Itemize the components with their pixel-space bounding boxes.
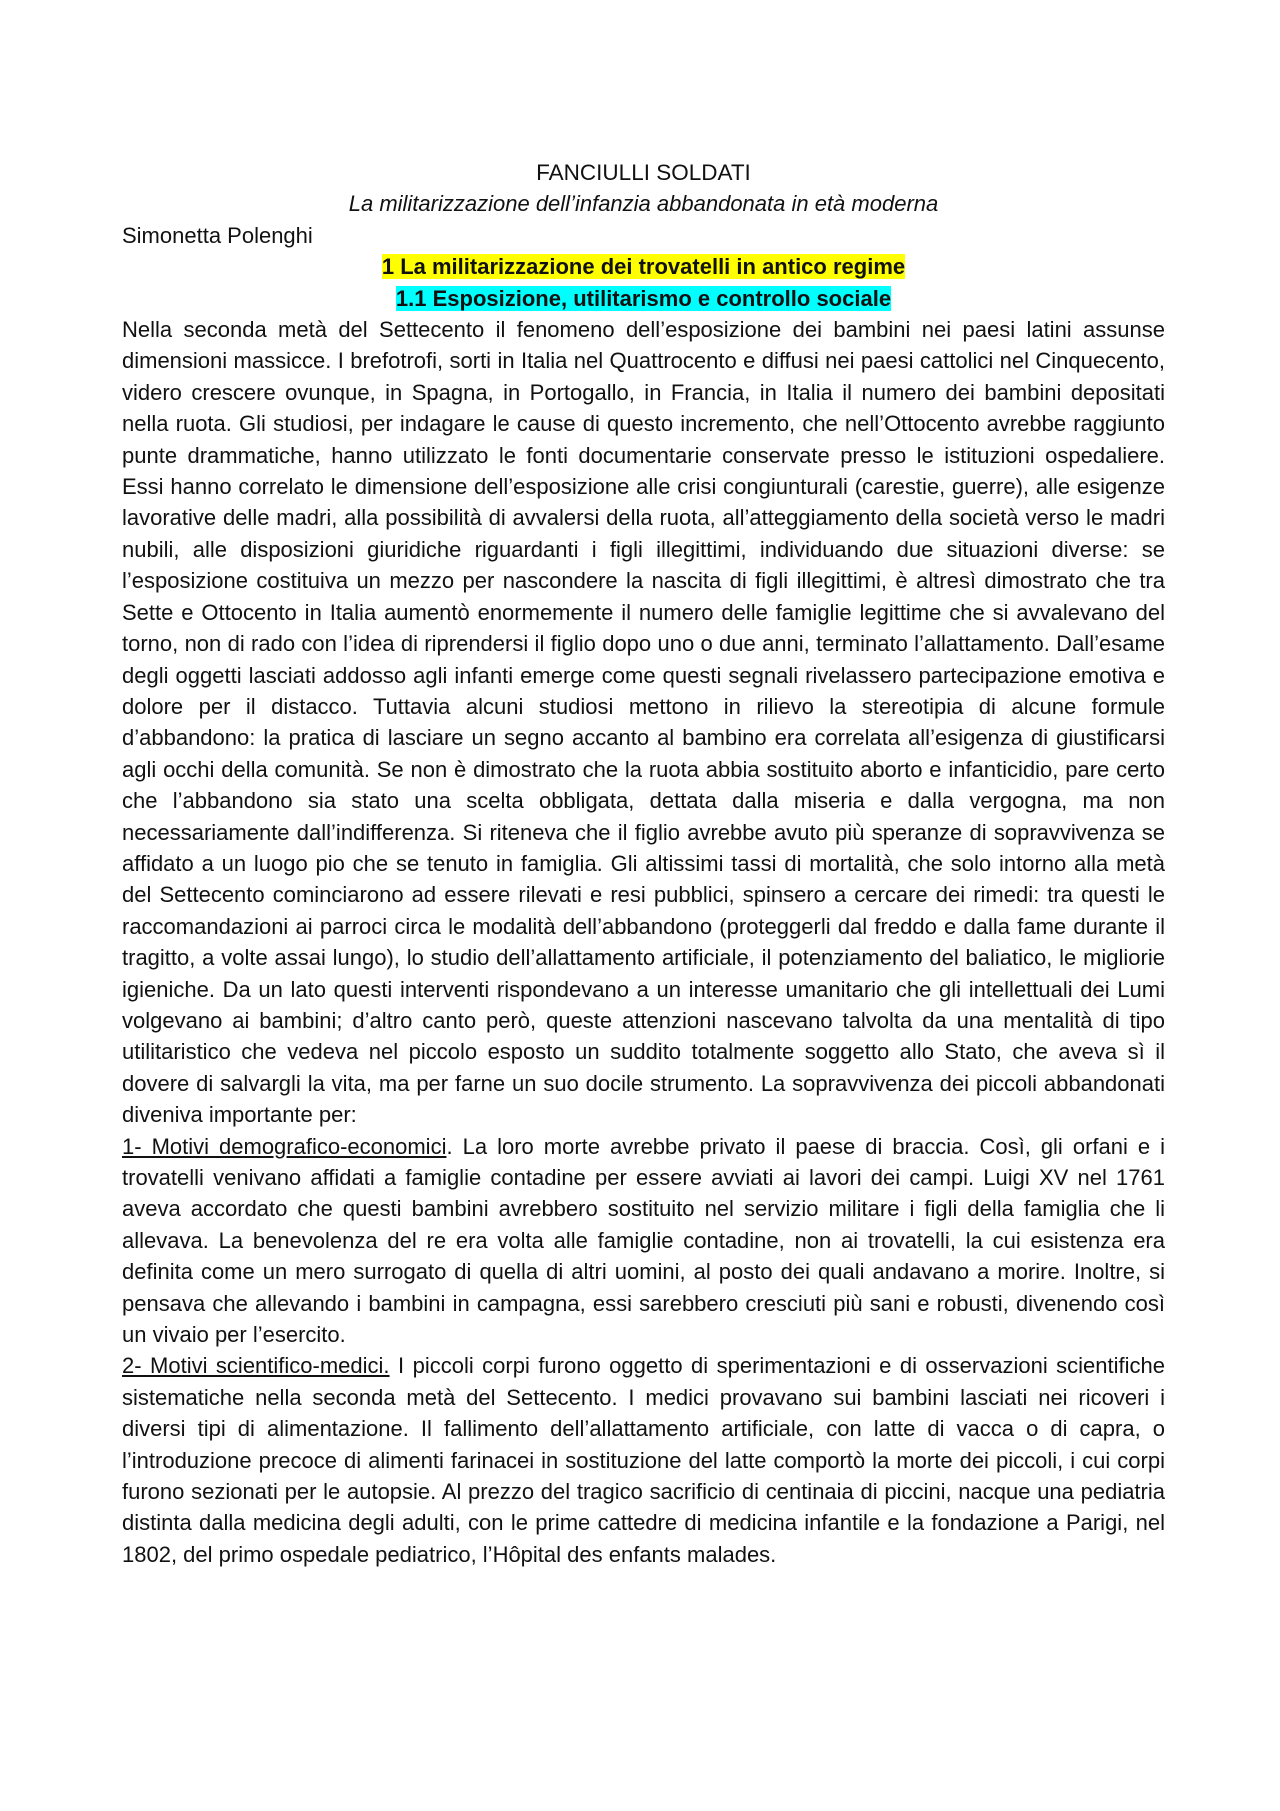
motivo-2-label: 2- Motivi scientifico-medici. — [122, 1353, 390, 1379]
section-heading — [122, 251, 1165, 282]
subsection-heading-text: 1.1 Esposizione, utilitarismo e controllo sociale — [395, 285, 892, 311]
motivo-paragraph-2 — [122, 1350, 1165, 1570]
document-page — [122, 157, 1165, 1570]
document-title: FANCIULLI SOLDATI — [536, 160, 751, 185]
subsection-heading — [122, 283, 1165, 314]
section-heading-text: 1 La militarizzazione dei trovatelli in antico regime — [381, 254, 906, 280]
motivo-1-text: . La loro morte avrebbe privato il paese di braccia. Così, gli orfani e i trovatelli venivano affidati a famiglie contadine per essere avviati ai lavori dei campi. Luigi XV nel 1761 aveva accordato che questi bambini avrebbero sostituito nel servizio militare i figli della famiglia che li allevava. La benevolenza del re era volta alle famiglie contadine, non ai trovatelli, la cui esistenza era definita come un mero surrogato di quella di altri uomini, al posto dei quali andavano a morire. Inoltre, si pensava che allevando i bambini in campagna, essi sarebbero cresciuti più sani e robusti, divenendo così un vivaio per l’esercito. — [122, 1133, 1166, 1348]
motivo-1-label: 1- Motivi demografico-economici — [122, 1133, 447, 1159]
motivo-paragraph-1 — [122, 1131, 1165, 1351]
document-subtitle: La militarizzazione dell’infanzia abbandonata in età moderna — [348, 191, 939, 217]
motivo-2-text: I piccoli corpi furono oggetto di sperimentazioni e di osservazioni scientifiche sistematiche nella seconda metà del Settecento. I medici provavano sui bambini lasciati nei ricoveri i diversi tipi di alimentazione. Il fallimento dell’allattamento artificiale, con latte di vacca o di capra, o l’introduzione precoce di alimenti farinacei in sostituzione del latte comportò la morte dei piccoli, i cui corpi furono sezionati per le autopsie. Al prezzo del tragico sacrificio di centinaia di piccini, nacque una pediatria distinta dalla medicina degli adulti, con le prime cattedre di medicina infantile e la fondazione a Parigi, nel 1802, del primo ospedale pediatrico, l’Hôpital des enfants malades. — [122, 1353, 1165, 1567]
body-paragraph: Nella seconda metà del Settecento il fenomeno dell’esposizione dei bambini nei paesi latini assunse dimensioni massicce. I brefotrofi, sorti in Italia nel Quattrocento e diffusi nei paesi cattolici nel Cinquecento, videro crescere ovunque, in Spagna, in Portogallo, in Francia, in Italia il numero dei bambini depositati nella ruota. Gli studiosi, per indagare le cause di questo incremento, che nell’Ottocento avrebbe raggiunto punte drammatiche, hanno utilizzato le fonti documentarie conservate presso le istituzioni ospedaliere. Essi hanno correlato le dimensione dell’esposizione alle crisi congiunturali (carestie, guerre), alle esigenze lavorative delle madri, alla possibilità di avvalersi della ruota, all’atteggiamento della società verso le madri nubili, alle disposizioni giuridiche riguardanti i figli illegittimi, individuando due situazioni diverse: se l’esposizione costituiva un mezzo per nascondere la nascita di figli illegittimi, è altresì dimostrato che tra Sette e Ottocento in Italia aumentò enormemente il numero delle famiglie legittime che si avvalevano del torno, non di rado con l’idea di riprendersi il figlio dopo uno o due anni, terminato l’allattamento. Dall’esame degli oggetti lasciati addosso agli infanti emerge come questi segnali rivelassero partecipazione emotiva e dolore per il distacco. Tuttavia alcuni studiosi mettono in rilievo la stereotipia di alcune formule d’abbandono: la pratica di lasciare un segno accanto al bambino era correlata all’esigenza di giustificarsi agli occhi della comunità. Se non è dimostrato che la ruota abbia sostituito aborto e infanticidio, pare certo che l’abbandono sia stato una scelta obbligata, dettata dalla miseria e dalla vergogna, ma non necessariamente dall’indifferenza. Si riteneva che il figlio avrebbe avuto più speranze di sopravvivenza se affidato a un luogo pio che se tenuto in famiglia. Gli altissimi tassi di mortalità, che solo intorno alla metà del Settecento cominciarono ad essere rilevati e resi pubblici, spinsero a cercare dei rimedi: tra questi le raccomandazioni ai parroci circa le modalità dell’abbandono (proteggerli dal freddo e dalla fame durante il tragitto, a volte assai lungo), lo studio dell’allattamento artificiale, il potenziamento del baliatico, le migliorie igieniche. Da un lato questi interventi rispondevano a un interesse umanitario che gli intellettuali dei Lumi volgevano ai bambini; d’altro canto però, queste attenzioni nascevano talvolta da una mentalità di tipo utilitaristico che vedeva nel piccolo esposto un suddito totalmente soggetto allo Stato, che aveva sì il dovere di salvargli la vita, ma per farne un suo docile strumento. La sopravvivenza dei piccoli abbandonati diveniva importante per: — [122, 317, 1165, 1128]
document-author: Simonetta Polenghi — [122, 222, 313, 248]
